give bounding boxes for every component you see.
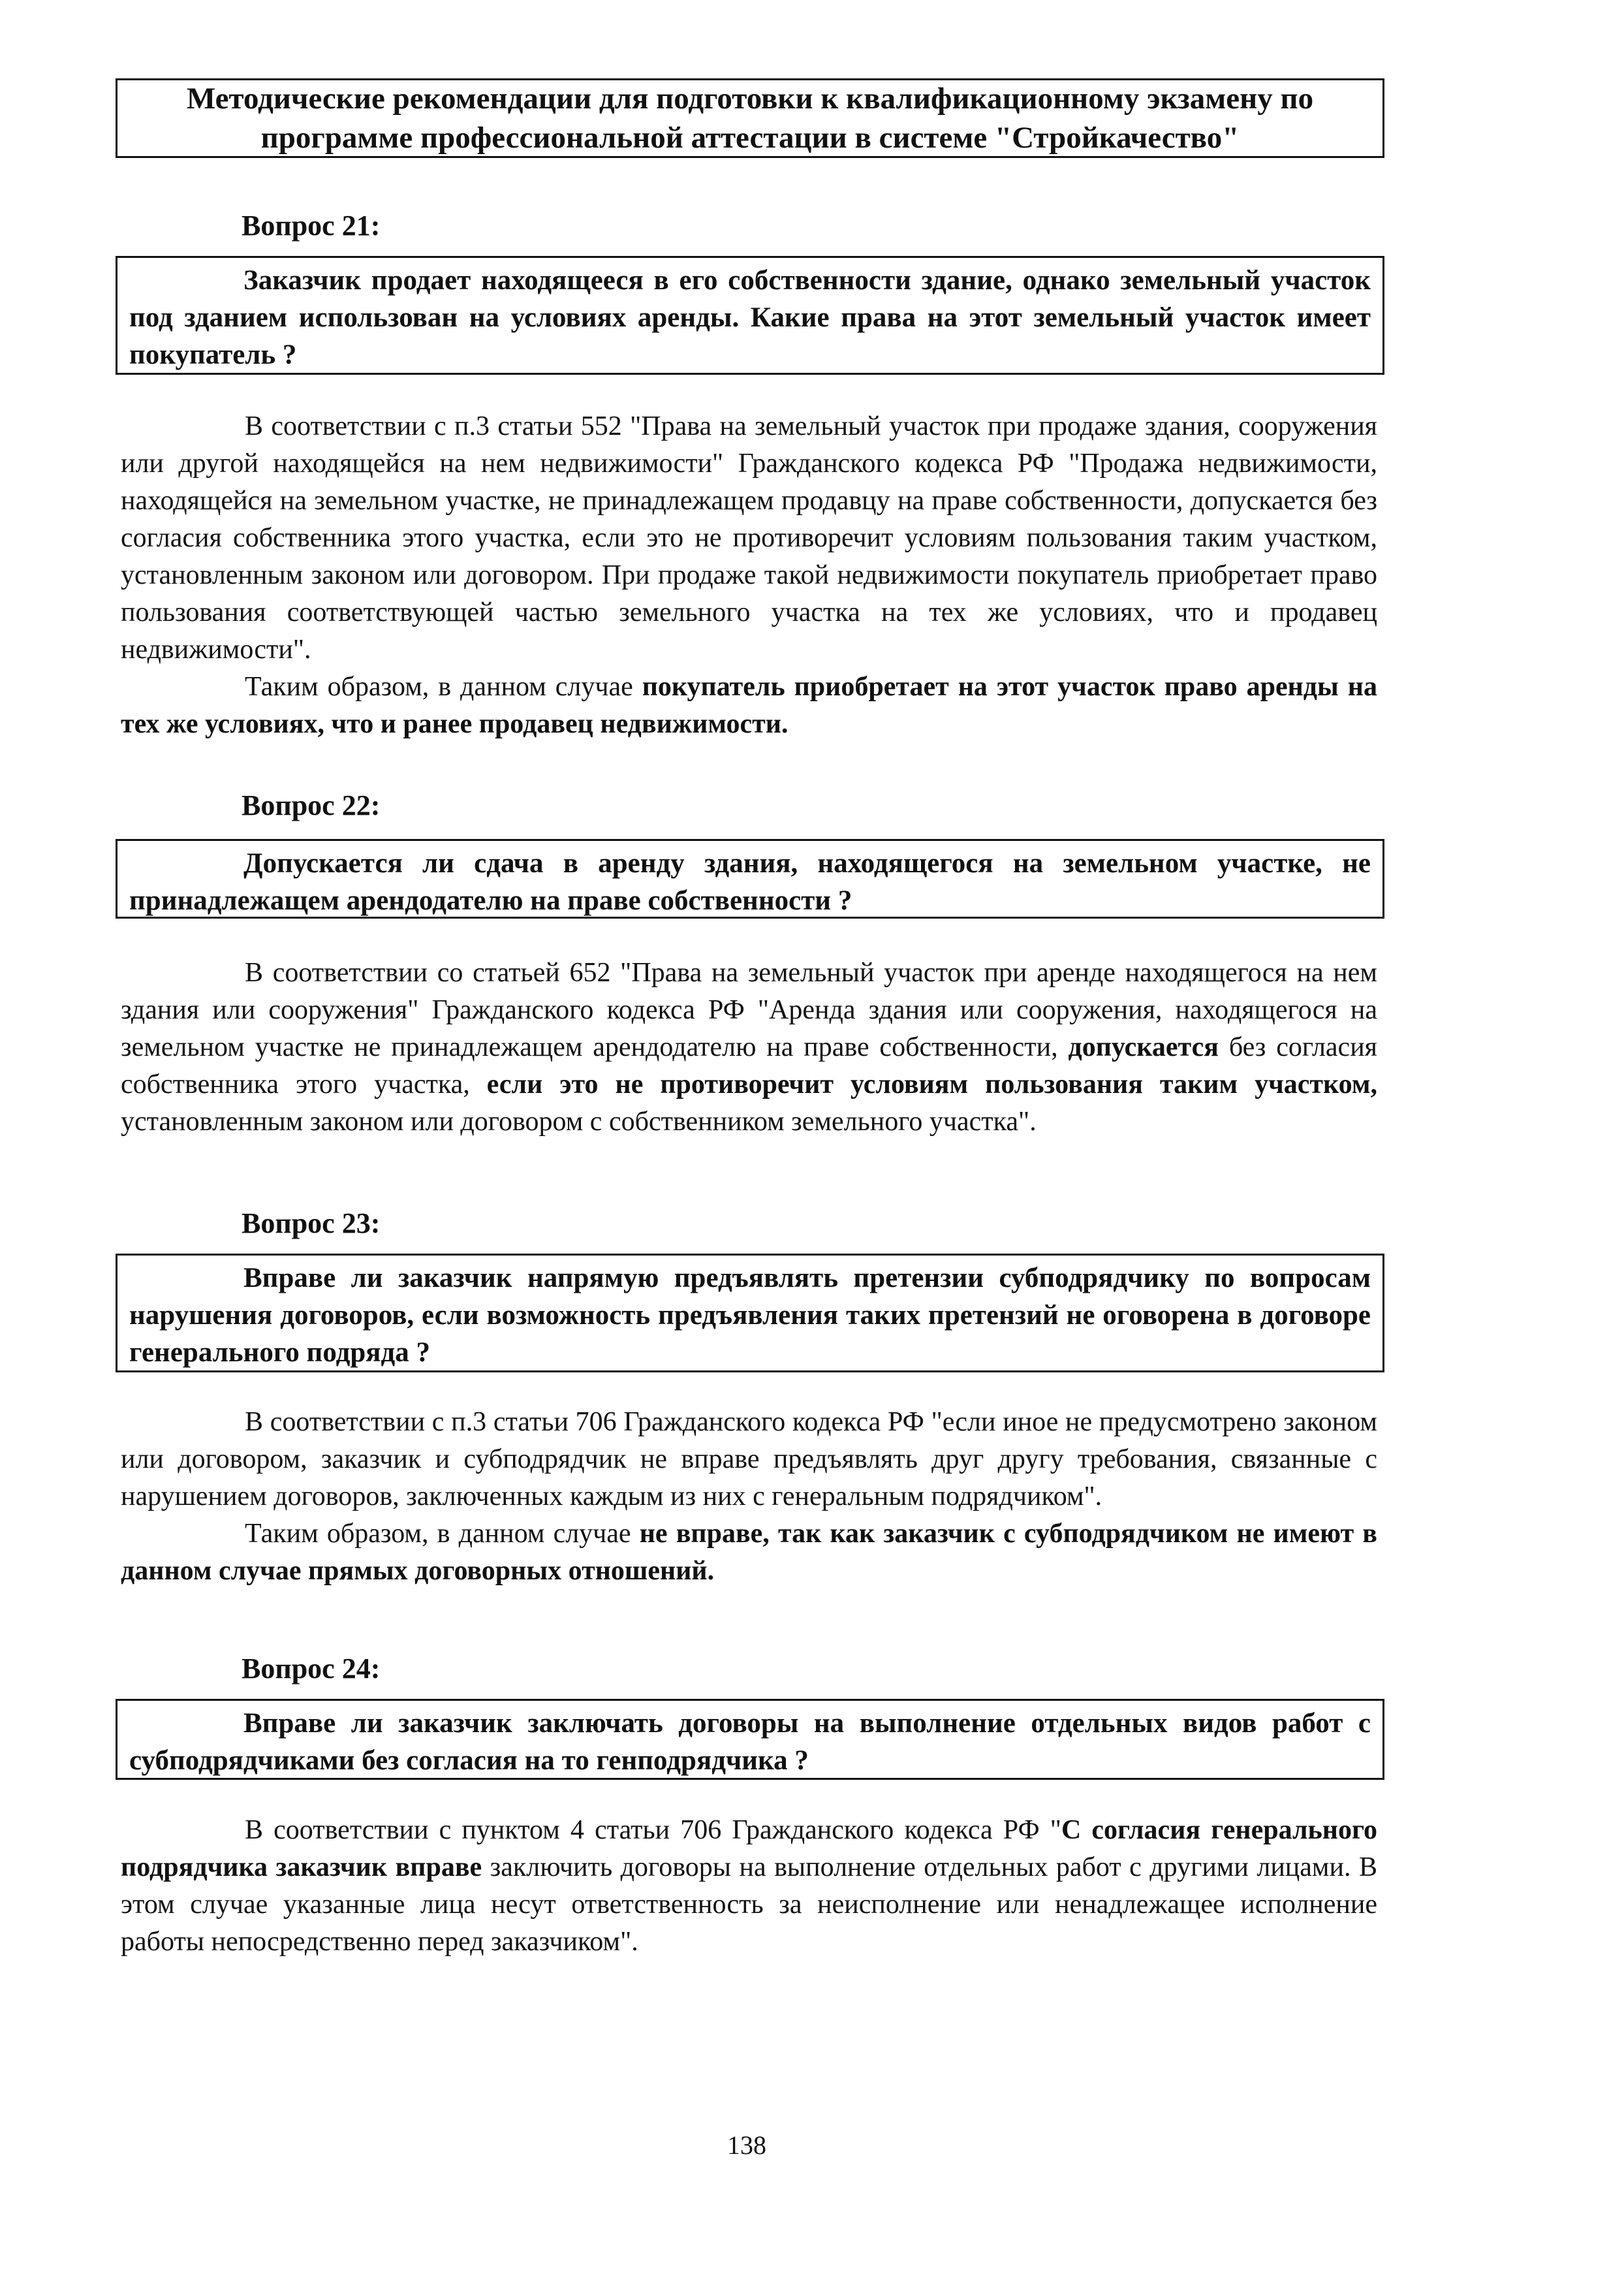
answer-22-text-b: допускается xyxy=(1068,1032,1219,1062)
answer-24 xyxy=(121,1812,1377,1961)
question-24-box xyxy=(116,1699,1384,1780)
question-23-box xyxy=(116,1254,1384,1372)
answer-21-paragraph-1: В соответствии с п.3 статьи 552 "Права на земельный участок при продаже здания, сооружения или другой находящейся на нем недвижимости" Гражданского кодекса РФ "Продажа недвижимости, находящейся на земельном участке, не принадлежащем продавцу на праве собственности, допускается без согласия собственника этого участка, если это не противоречит условиям пользования таким участком, установленным законом или договором. При продаже такой недвижимости покупатель приобретает право пользования соответствующей частью земельного участка на тех же условиях, что и продавец недвижимости". xyxy=(121,411,1377,665)
answer-23-conclusion: не вправе, так как заказчик с субподрядчиком не имеют в данном случае прямых договорных отношений. xyxy=(121,1519,1377,1586)
question-24-text: Вправе ли заказчик заключать договоры на выполнение отдельных видов работ с субподрядчиками без согласия на то генподрядчика ? xyxy=(129,1708,1371,1776)
question-22-text: Допускается ли сдача в аренду здания, находящегося на земельном участке, не принадлежащем арендодателю на праве собственности ? xyxy=(129,848,1371,916)
answer-21-paragraph-2 xyxy=(121,669,1377,743)
question-21-label: Вопрос 21: xyxy=(242,210,381,242)
header-line-2: программе профессиональной аттестации в системе "Стройкачество" xyxy=(260,121,1240,155)
question-24-label: Вопрос 24: xyxy=(242,1653,381,1684)
answer-22-text-d: если это не противоречит условиям пользования таким участком, xyxy=(486,1069,1377,1099)
page-number: 138 xyxy=(727,2130,766,2160)
answer-21-conclusion-lead: Таким образом, в данном случае xyxy=(245,672,642,702)
answer-24-text-c: заключить договоры на выполнение отдельных работ с другими лицами. В этом случае указанные лица несут ответственность за неисполнение или ненадлежащее исполнение работы непосредственно перед заказчиком". xyxy=(121,1852,1377,1957)
answer-24-text-b: С согласия генерального подрядчика заказчик вправе xyxy=(121,1815,1377,1882)
question-22-box xyxy=(116,839,1384,919)
answer-21 xyxy=(121,408,1377,743)
answer-23-conclusion-lead: Таким образом, в данном случае xyxy=(245,1519,640,1549)
header-line-1: Методические рекомендации для подготовки к квалификационному экзамену по xyxy=(186,82,1314,116)
question-21-text: Заказчик продает находящееся в его собственности здание, однако земельный участок под зданием использован на условиях аренды. Какие права на этот земельный участок имеет покупатель ? xyxy=(129,265,1371,370)
answer-23-paragraph-1: В соответствии с п.3 статьи 706 Гражданского кодекса РФ "если иное не предусмотрено законом или договором, заказчик и субподрядчик не вправе предъявлять друг другу требования, связанные с нарушением договоров, заключенных каждым из них с генеральным подрядчиком". xyxy=(121,1407,1377,1511)
answer-21-conclusion: покупатель приобретает на этот участок право аренды на тех же условиях, что и ранее продавец недвижимости. xyxy=(121,672,1377,739)
answer-22-paragraph-1 xyxy=(121,955,1377,1141)
document-header xyxy=(116,78,1384,158)
answer-24-paragraph-1 xyxy=(121,1812,1377,1961)
answer-23-paragraph-2 xyxy=(121,1515,1377,1590)
question-22-label: Вопрос 22: xyxy=(242,789,381,821)
answer-23 xyxy=(121,1404,1377,1590)
answer-22-text-e: установленным законом или договором с собственником земельного участка". xyxy=(121,1107,1037,1137)
answer-22-text-c: без согласия собственника этого участка, xyxy=(121,1032,1377,1099)
question-21-box xyxy=(116,256,1384,375)
question-23-label: Вопрос 23: xyxy=(242,1207,381,1239)
answer-24-text-a: В соответствии с пунктом 4 статьи 706 Гражданского кодекса РФ " xyxy=(245,1815,1061,1845)
question-23-text: Вправе ли заказчик напрямую предъявлять претензии субподрядчику по вопросам нарушения договоров, если возможность предъявления таких претензий не оговорена в договоре генерального подряда ? xyxy=(129,1263,1371,1368)
answer-22-text-a: В соответствии со статьей 652 "Права на земельный участок при аренде находящегося на нем здания или сооружения" Гражданского кодекса РФ "Аренда здания или сооружения, находящегося на земельном участке не принадлежащем арендодателю на праве собственности, xyxy=(121,958,1377,1062)
answer-22 xyxy=(121,955,1377,1141)
